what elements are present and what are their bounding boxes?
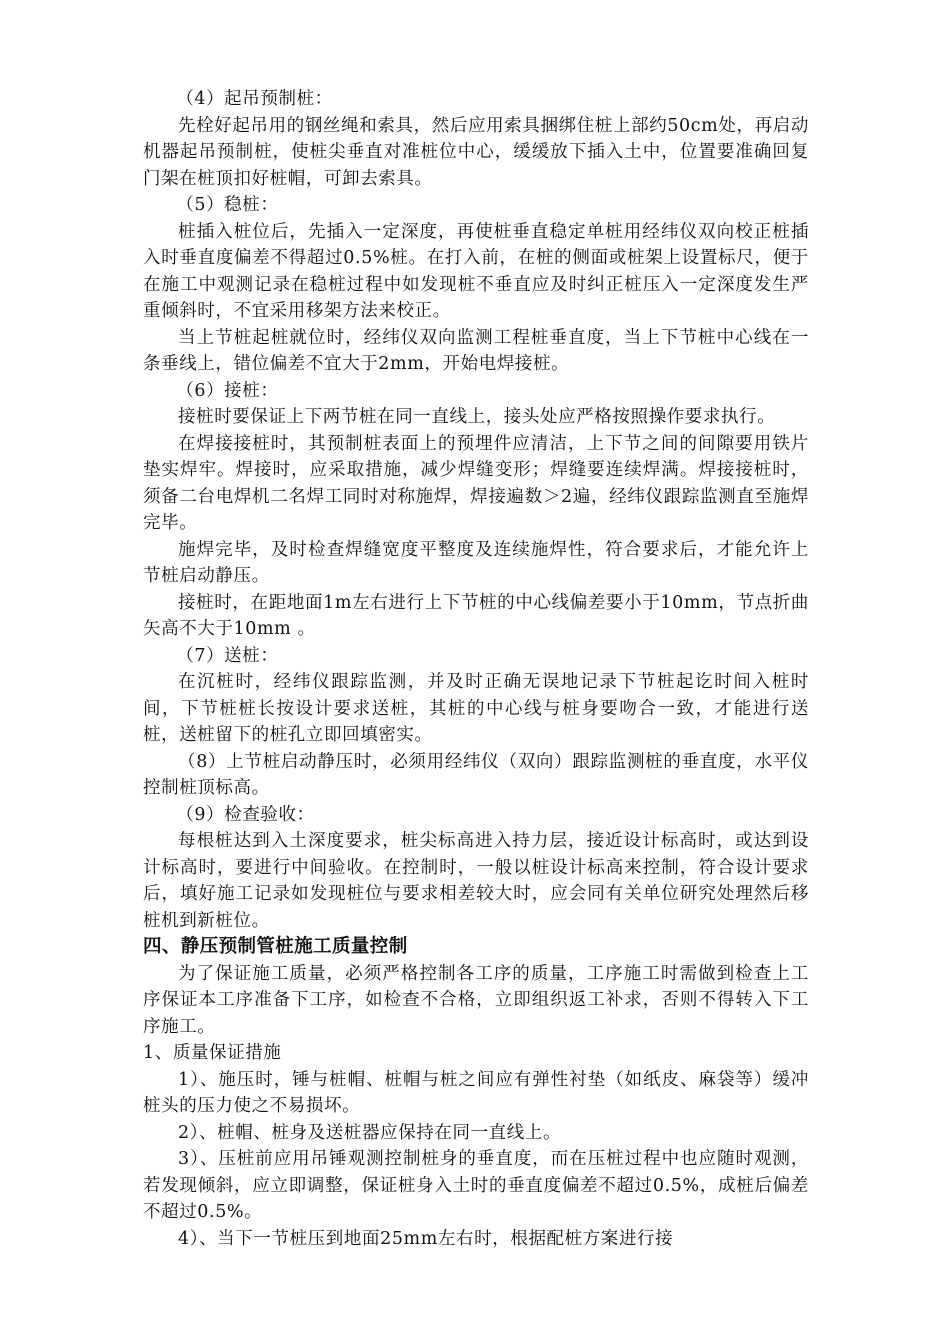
subsection-splice: （6）接桩： xyxy=(176,380,279,401)
subsection-inspection: （9）检查验收： xyxy=(176,804,315,825)
list-title: 1、质量保证措施 xyxy=(143,1043,282,1063)
paragraph: 施焊完毕，及时检查焊缝宽度平整度及连续施焊性，符合要求后，才能允许上节桩启动静压。 xyxy=(143,539,809,586)
paragraph: 在沉桩时，经纬仪跟踪监测，并及时正确无误地记录下节桩起讫时间入桩时间，下节桩桩长按设计要求送桩，其桩的中心线与桩身要吻合一致，才能进行送桩，送桩留下的桩孔立即回填密实。 xyxy=(143,672,809,745)
paragraph: 桩插入桩位后，先插入一定深度，再使桩垂直稳定单桩用经纬仪双向校正桩插入时垂直度偏差不得超过0.5%桩。在打入前，在桩的侧面或桩架上设置标尺，便于在施工中观测记录在稳桩过程中如发现桩不垂直应及时纠正桩压入一定深度发生严重倾斜时，不宜采用移架方法来校正。 xyxy=(143,221,809,321)
subsection-stabilize: （5）稳桩： xyxy=(176,195,279,215)
document-page xyxy=(143,86,809,1252)
list-item: 2）、桩帽、桩身及送桩器应保持在同一直线上。 xyxy=(178,1122,562,1143)
list-item: 1）、施压时，锤与桩帽、桩帽与桩之间应有弹性衬垫（如纸皮、麻袋等）缓冲桩头的压力使之不易损坏。 xyxy=(143,1069,809,1116)
list-item: 3）、压桩前应用吊锤观测控制桩身的垂直度，而在压桩过程中也应随时观测，若发现倾斜，应立即调整，保证桩身入土时的垂直度偏差不超过0.5%，成桩后偏差不超过0.5%。 xyxy=(143,1149,809,1222)
paragraph: 为了保证施工质量，必须严格控制各工序的质量，工序施工时需做到检查上工序保证本工序准备下工序，如检查不合格，立即组织返工补求，否则不得转入下工序施工。 xyxy=(143,963,809,1037)
paragraph: 每根桩达到入土深度要求，桩尖标高进入持力层，接近设计标高时，或达到设计标高时，要进行中间验收。在控制时，一般以桩设计标高来控制，符合设计要求后，填好施工记录如发现桩位与要求相差较大时，应会同有关单位研究处理然后移桩机到新桩位。 xyxy=(143,831,809,931)
paragraph: 在焊接接桩时，其预制桩表面上的预埋件应清洁，上下节之间的间隙要用铁片垫实焊牢。焊接时，应采取措施，减少焊缝变形；焊缝要连续焊满。焊接接桩时，须备二台电焊机二名焊工同时对称施焊，焊接遍数＞2遍，经纬仪跟踪监测直至施焊完毕。 xyxy=(143,433,809,533)
list-item: 4）、当下一节桩压到地面25mm左右时，根据配桩方案进行接 xyxy=(178,1228,674,1249)
subsection-send-pile: （7）送桩： xyxy=(176,645,279,666)
section-heading: 四、静压预制管桩施工质量控制 xyxy=(143,936,408,957)
paragraph: 接桩时，在距地面1m左右进行上下节桩的中心线偏差要小于10mm，节点折曲矢高不大于10mm 。 xyxy=(143,592,809,639)
paragraph: 先栓好起吊用的钢丝绳和索具，然后应用索具捆绑住桩上部约50cm处，再启动机器起吊预制桩，使桩尖垂直对准桩位中心，缓缓放下插入土中，位置要准确回复门架在桩顶扣好桩帽，可卸去索具。 xyxy=(143,115,809,189)
paragraph: 接桩时要保证上下两节桩在同一直线上，接头处应严格按照操作要求执行。 xyxy=(178,407,776,427)
paragraph: （8）上节桩启动静压时，必须用经纬仪（双向）跟踪监测桩的垂直度，水平仪控制桩顶标高。 xyxy=(143,751,809,798)
paragraph: 当上节桩起桩就位时，经纬仪双向监测工程桩垂直度，当上下节桩中心线在一条垂线上，错位偏差不宜大于2mm，开始电焊接桩。 xyxy=(143,327,809,374)
subsection-lifting: （4）起吊预制桩： xyxy=(176,89,333,109)
